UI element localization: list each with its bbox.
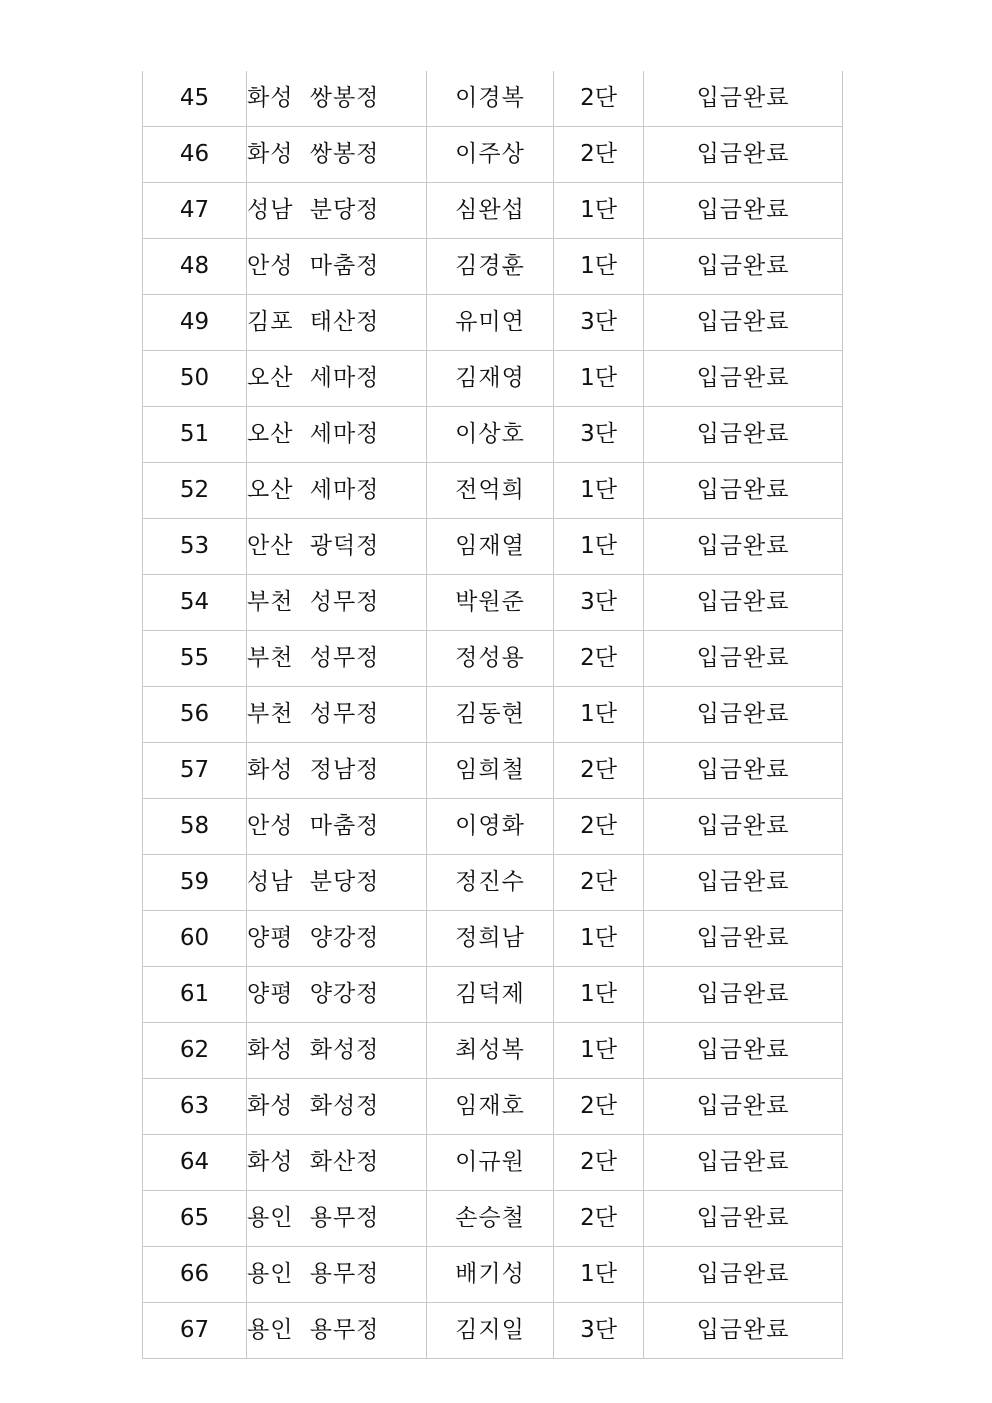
- cell-club: 부천 성무정: [247, 687, 427, 743]
- cell-dan: 2단: [554, 1079, 644, 1135]
- table-row: [143, 1191, 843, 1247]
- cell-dan: 2단: [554, 71, 644, 127]
- table-row: [143, 967, 843, 1023]
- cell-dan: 1단: [554, 687, 644, 743]
- cell-club: 안산 광덕정: [247, 519, 427, 575]
- cell-name: 정진수: [427, 855, 554, 911]
- cell-club: 성남 분당정: [247, 855, 427, 911]
- table-row: [143, 183, 843, 239]
- cell-club: 화성 쌍봉정: [247, 71, 427, 127]
- cell-name: 이규원: [427, 1135, 554, 1191]
- cell-number: 54: [143, 575, 247, 631]
- cell-club: 화성 화산정: [247, 1135, 427, 1191]
- cell-number: 50: [143, 351, 247, 407]
- cell-name: 김지일: [427, 1303, 554, 1359]
- cell-number: 62: [143, 1023, 247, 1079]
- cell-club: 화성 쌍봉정: [247, 127, 427, 183]
- cell-dan: 2단: [554, 799, 644, 855]
- table-row: [143, 351, 843, 407]
- cell-payment-status: 입금완료: [644, 183, 843, 239]
- cell-name: 이영화: [427, 799, 554, 855]
- cell-club: 오산 세마정: [247, 351, 427, 407]
- cell-dan: 1단: [554, 1247, 644, 1303]
- cell-number: 45: [143, 71, 247, 127]
- cell-dan: 3단: [554, 575, 644, 631]
- table-row: [143, 127, 843, 183]
- cell-club: 화성 정남정: [247, 743, 427, 799]
- table-row: [143, 855, 843, 911]
- cell-payment-status: 입금완료: [644, 631, 843, 687]
- cell-name: 이주상: [427, 127, 554, 183]
- table-row: [143, 463, 843, 519]
- table-row: [143, 519, 843, 575]
- cell-payment-status: 입금완료: [644, 855, 843, 911]
- table-row: [143, 631, 843, 687]
- cell-payment-status: 입금완료: [644, 743, 843, 799]
- cell-dan: 1단: [554, 1023, 644, 1079]
- cell-name: 이경복: [427, 71, 554, 127]
- table-row: [143, 295, 843, 351]
- cell-payment-status: 입금완료: [644, 1191, 843, 1247]
- cell-number: 46: [143, 127, 247, 183]
- cell-number: 52: [143, 463, 247, 519]
- cell-payment-status: 입금완료: [644, 1247, 843, 1303]
- cell-club: 화성 화성정: [247, 1079, 427, 1135]
- cell-club: 양평 양강정: [247, 911, 427, 967]
- cell-name: 심완섭: [427, 183, 554, 239]
- cell-name: 최성복: [427, 1023, 554, 1079]
- cell-number: 63: [143, 1079, 247, 1135]
- cell-payment-status: 입금완료: [644, 1023, 843, 1079]
- table-row: [143, 743, 843, 799]
- cell-name: 유미연: [427, 295, 554, 351]
- cell-payment-status: 입금완료: [644, 687, 843, 743]
- cell-dan: 2단: [554, 855, 644, 911]
- cell-dan: 3단: [554, 1303, 644, 1359]
- cell-dan: 1단: [554, 967, 644, 1023]
- cell-name: 정성용: [427, 631, 554, 687]
- cell-payment-status: 입금완료: [644, 1079, 843, 1135]
- cell-club: 오산 세마정: [247, 463, 427, 519]
- cell-number: 61: [143, 967, 247, 1023]
- cell-name: 박원준: [427, 575, 554, 631]
- cell-payment-status: 입금완료: [644, 295, 843, 351]
- cell-number: 66: [143, 1247, 247, 1303]
- cell-payment-status: 입금완료: [644, 463, 843, 519]
- payment-roster-table: [142, 71, 843, 1359]
- cell-payment-status: 입금완료: [644, 575, 843, 631]
- cell-number: 65: [143, 1191, 247, 1247]
- cell-name: 전억희: [427, 463, 554, 519]
- table-row: [143, 239, 843, 295]
- cell-number: 59: [143, 855, 247, 911]
- cell-club: 안성 마춤정: [247, 799, 427, 855]
- cell-payment-status: 입금완료: [644, 519, 843, 575]
- cell-dan: 1단: [554, 351, 644, 407]
- cell-name: 김재영: [427, 351, 554, 407]
- table-row: [143, 799, 843, 855]
- cell-club: 용인 용무정: [247, 1303, 427, 1359]
- roster-body: [143, 71, 843, 1359]
- cell-dan: 1단: [554, 463, 644, 519]
- cell-payment-status: 입금완료: [644, 71, 843, 127]
- cell-number: 67: [143, 1303, 247, 1359]
- cell-dan: 1단: [554, 183, 644, 239]
- cell-payment-status: 입금완료: [644, 1303, 843, 1359]
- cell-number: 47: [143, 183, 247, 239]
- cell-payment-status: 입금완료: [644, 967, 843, 1023]
- cell-number: 60: [143, 911, 247, 967]
- cell-name: 임재열: [427, 519, 554, 575]
- table-row: [143, 1135, 843, 1191]
- cell-name: 이상호: [427, 407, 554, 463]
- roster-sheet: [142, 71, 842, 1359]
- cell-club: 양평 양강정: [247, 967, 427, 1023]
- cell-number: 51: [143, 407, 247, 463]
- cell-payment-status: 입금완료: [644, 1135, 843, 1191]
- cell-name: 손승철: [427, 1191, 554, 1247]
- cell-number: 56: [143, 687, 247, 743]
- cell-club: 성남 분당정: [247, 183, 427, 239]
- table-row: [143, 407, 843, 463]
- cell-club: 화성 화성정: [247, 1023, 427, 1079]
- cell-name: 김동현: [427, 687, 554, 743]
- cell-name: 김경훈: [427, 239, 554, 295]
- cell-number: 55: [143, 631, 247, 687]
- cell-number: 64: [143, 1135, 247, 1191]
- cell-club: 용인 용무정: [247, 1247, 427, 1303]
- cell-number: 53: [143, 519, 247, 575]
- cell-club: 부천 성무정: [247, 575, 427, 631]
- cell-club: 오산 세마정: [247, 407, 427, 463]
- table-row: [143, 1247, 843, 1303]
- cell-dan: 3단: [554, 407, 644, 463]
- cell-club: 김포 태산정: [247, 295, 427, 351]
- cell-dan: 3단: [554, 295, 644, 351]
- cell-dan: 2단: [554, 1191, 644, 1247]
- cell-name: 배기성: [427, 1247, 554, 1303]
- cell-dan: 1단: [554, 239, 644, 295]
- cell-payment-status: 입금완료: [644, 351, 843, 407]
- cell-payment-status: 입금완료: [644, 407, 843, 463]
- cell-dan: 2단: [554, 127, 644, 183]
- table-row: [143, 1079, 843, 1135]
- cell-number: 49: [143, 295, 247, 351]
- cell-dan: 1단: [554, 911, 644, 967]
- table-row: [143, 1303, 843, 1359]
- cell-number: 48: [143, 239, 247, 295]
- cell-payment-status: 입금완료: [644, 239, 843, 295]
- cell-name: 임희철: [427, 743, 554, 799]
- cell-payment-status: 입금완료: [644, 911, 843, 967]
- cell-name: 김덕제: [427, 967, 554, 1023]
- table-row: [143, 911, 843, 967]
- cell-number: 57: [143, 743, 247, 799]
- cell-club: 부천 성무정: [247, 631, 427, 687]
- cell-name: 임재호: [427, 1079, 554, 1135]
- cell-payment-status: 입금완료: [644, 127, 843, 183]
- cell-number: 58: [143, 799, 247, 855]
- cell-dan: 2단: [554, 1135, 644, 1191]
- table-row: [143, 1023, 843, 1079]
- cell-name: 정희남: [427, 911, 554, 967]
- table-row: [143, 71, 843, 127]
- cell-dan: 1단: [554, 519, 644, 575]
- cell-payment-status: 입금완료: [644, 799, 843, 855]
- table-row: [143, 687, 843, 743]
- cell-club: 용인 용무정: [247, 1191, 427, 1247]
- table-row: [143, 575, 843, 631]
- cell-club: 안성 마춤정: [247, 239, 427, 295]
- cell-dan: 2단: [554, 743, 644, 799]
- cell-dan: 2단: [554, 631, 644, 687]
